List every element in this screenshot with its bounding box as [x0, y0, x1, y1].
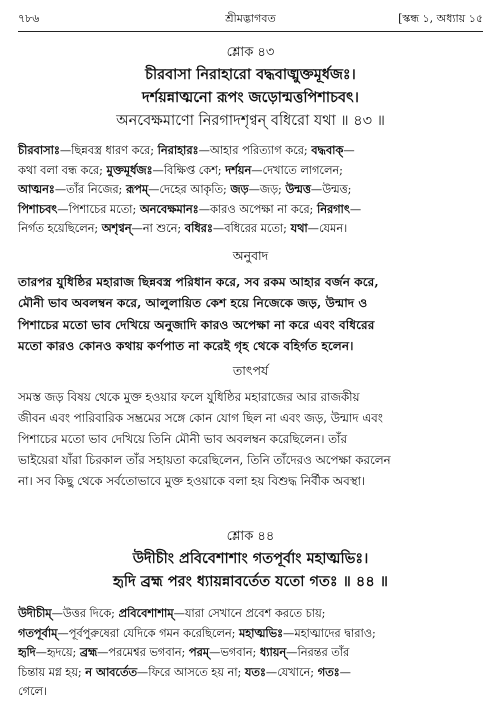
term-meaning: —ফিরে আসতে হয় না;	[136, 665, 245, 679]
sanskrit-term: ব্রহ্ম	[79, 645, 98, 660]
term-meaning: —তাঁর নিজের;	[54, 183, 126, 197]
sanskrit-term: বদ্ধবাক্	[311, 143, 344, 157]
term-meaning: —মহাত্মাদের দ্বারাও;	[283, 626, 376, 640]
verse-44-synonym-line	[18, 624, 483, 644]
term-meaning: —	[349, 202, 362, 216]
verse-43-synonym-line	[18, 141, 483, 161]
purport-line: পিশাচের মতো ভাব দেখিয়ে তিনি মৌনী ভাব অবলম্বন করেছিলেন। তাঁর	[18, 432, 347, 446]
term-meaning: —আহার পরিত্যাগ করে;	[198, 144, 312, 157]
sanskrit-term: পিশাচবৎ	[18, 201, 58, 216]
sanskrit-term: পরম্	[188, 645, 210, 660]
term-meaning: —পিশাচের মতো;	[57, 202, 140, 216]
term-meaning: —জড়;	[248, 183, 286, 197]
sanskrit-term: মুক্তমূর্ধজঃ	[106, 162, 153, 177]
term-meaning: —	[343, 144, 355, 157]
verse-44-label: শ্লোক ৪৪	[226, 529, 275, 544]
page-number: ৭৮৬	[18, 12, 40, 25]
term-meaning: নির্গত হয়েছিলেন;	[18, 222, 102, 236]
term-meaning: —না শুনে;	[131, 222, 185, 236]
verse-43-synonym-line	[18, 180, 483, 200]
translation-text	[18, 272, 483, 358]
sanskrit-term: নিরাহারঃ	[157, 143, 199, 157]
sanskrit-term: জড়	[230, 182, 249, 197]
term-meaning: —দেখাতে লাগলেন;	[251, 163, 343, 177]
verse-43-line-3: অনবেক্ষমাণো নিরগাদশৃণ্বন্ বধিরো যথা ॥ ৪৩ ॥	[116, 113, 385, 129]
sanskrit-term: অনবেক্ষমানঃ	[139, 201, 199, 216]
sanskrit-term: আত্মনঃ	[18, 182, 55, 197]
verse-44-synonym-line	[18, 643, 483, 663]
sanskrit-term: উন্মত্ত	[285, 182, 311, 197]
purport-line: জীবন এবং পারিবারিক সম্ভ্রমের সঙ্গে কোন যোগ ছিল না এবং জড়, উন্মাদ এবং	[18, 411, 383, 425]
translation-line: তারপর যুধিষ্ঠির মহারাজ ছিন্নবস্ত্র পরিধান করে, সব রকম আহার বর্জন করে,	[18, 275, 379, 289]
book-title: শ্রীমদ্ভাগবত	[225, 12, 276, 25]
sanskrit-term: অশৃণ্বন্	[101, 221, 132, 236]
purport-line: না। সব কিছু থেকে সর্বতোভাবে মুক্ত হওয়াকে বলা হয় বিশুদ্ধ নির্বীক অবস্থা।	[18, 474, 366, 488]
term-meaning: —যারা সেখানে প্রবেশ করতে চায়;	[173, 607, 326, 620]
purport-line: ভাইয়েরা যাঁরা চিরকাল তাঁর সহায়তা করেছিলেন, তিনি তাঁদেরও অপেক্ষা করলেন	[18, 453, 391, 467]
term-meaning: —কারও অপেক্ষা না করে;	[198, 202, 317, 216]
term-meaning: —ছিন্নবস্ত্র ধারণ করে;	[59, 144, 158, 157]
verse-44-synonym-line	[18, 604, 483, 624]
verse-43-synonym-line	[18, 161, 483, 181]
sanskrit-term: চীরবাসাঃ	[18, 143, 60, 157]
term-meaning: —পূর্বপুরুষেরা যেদিকে গমন করেছিলেন;	[57, 626, 239, 640]
sanskrit-term: রূপম্	[125, 182, 149, 197]
sanskrit-term: গতঃ	[317, 664, 340, 679]
verse-43-label: শ্লোক ৪৩	[226, 45, 275, 60]
term-meaning: —নিরন্তর তাঁর	[286, 646, 350, 660]
verse-43-synonym-line	[18, 219, 483, 239]
term-meaning: —ভগবান;	[209, 646, 260, 660]
term-meaning: চিন্তায় মগ্ন হয়;	[18, 665, 86, 679]
verse-44-synonym-line	[18, 682, 483, 702]
sanskrit-term: ন আবর্তেত	[85, 664, 137, 679]
sanskrit-term: উদীচীম্	[18, 606, 52, 620]
chapter-reference: [স্কন্ধ ১, অধ্যায় ১৫	[398, 12, 483, 25]
term-meaning: —	[339, 665, 351, 679]
term-meaning: গেলে।	[18, 685, 47, 699]
term-meaning: —পরমেশ্বর ভগবান;	[97, 646, 189, 660]
sanskrit-term: প্রবিবেশাশাম্	[118, 606, 174, 620]
sanskrit-term: দর্শয়ন	[225, 162, 252, 177]
translation-line: পিশাচের মতো ভাব দেখিয়ে অনুজাদি কারও অপেক্ষা না করে এবং বধিরের	[18, 317, 375, 332]
term-meaning: —উত্তর দিকে;	[51, 607, 119, 620]
term-meaning: কথা বলা বন্ধ করে;	[18, 163, 107, 177]
purport-line: সমস্ত জড় বিষয় থেকে মুক্ত হওয়ার ফলে যুধিষ্ঠির মহারাজের আর রাজকীয়	[18, 390, 360, 404]
sanskrit-term: মহাত্মভিঃ	[238, 625, 284, 640]
sanskrit-term: যথা	[290, 221, 308, 236]
term-meaning: —উন্মত্ত;	[310, 183, 352, 197]
purport-text	[18, 387, 483, 492]
verse-44-synonym-line	[18, 663, 483, 683]
term-meaning: —যেমন।	[307, 222, 348, 236]
translation-line: মৌনী ভাব অবলম্বন করে, আলুলায়িত কেশ হয়ে নিজেকে জড়, উন্মাদ ও	[18, 296, 368, 311]
sanskrit-term: ধ্যায়ন্	[259, 645, 287, 660]
verse-43-synonyms	[18, 141, 483, 239]
verse-43-line-1: চীরবাসা নিরাহারো বদ্ধবাঙ্মুক্তমূর্ধজঃ।	[145, 66, 356, 83]
sanskrit-term: গতপূর্বাম্	[18, 625, 58, 640]
sanskrit-term: নিরগাৎ	[316, 201, 350, 216]
header-divider	[18, 31, 483, 32]
term-meaning: —বধিরের মতো;	[212, 222, 291, 236]
verse-44-synonyms	[18, 604, 483, 702]
verse-43-synonym-line	[18, 200, 483, 220]
translation-heading: অনুবাদ	[232, 248, 269, 263]
sanskrit-term: বধিরঃ	[184, 221, 213, 236]
purport-heading: তাৎপর্য	[232, 363, 269, 378]
term-meaning: —বিক্ষিপ্ত কেশ;	[152, 163, 226, 177]
term-meaning: —হৃদয়ে;	[35, 646, 80, 660]
translation-line: মতো কারও কোনও কথায় কর্ণপাত না করেই গৃহ থেকে বহির্গত হলেন।	[18, 339, 354, 354]
page-header	[18, 10, 483, 28]
verse-44-line-2: হৃদি ব্রহ্ম পরং ধ্যায়ন্নাবর্তেত যতো গতঃ ॥ ৪৪ ॥	[113, 573, 388, 590]
sanskrit-term: যতঃ	[244, 664, 266, 679]
term-meaning: —যেখানে;	[265, 665, 318, 679]
verse-43-line-2: দর্শয়ন্নাত্মনো রূপং জড়োন্মত্তপিশাচবৎ।	[142, 89, 359, 106]
verse-44-line-1: উদীচীং প্রবিবেশাশাং গতপূর্বাং মহাত্মভিঃ।	[132, 550, 369, 567]
term-meaning: —দেহের আকৃতি;	[148, 183, 231, 197]
sanskrit-term: হৃদি	[18, 645, 36, 660]
